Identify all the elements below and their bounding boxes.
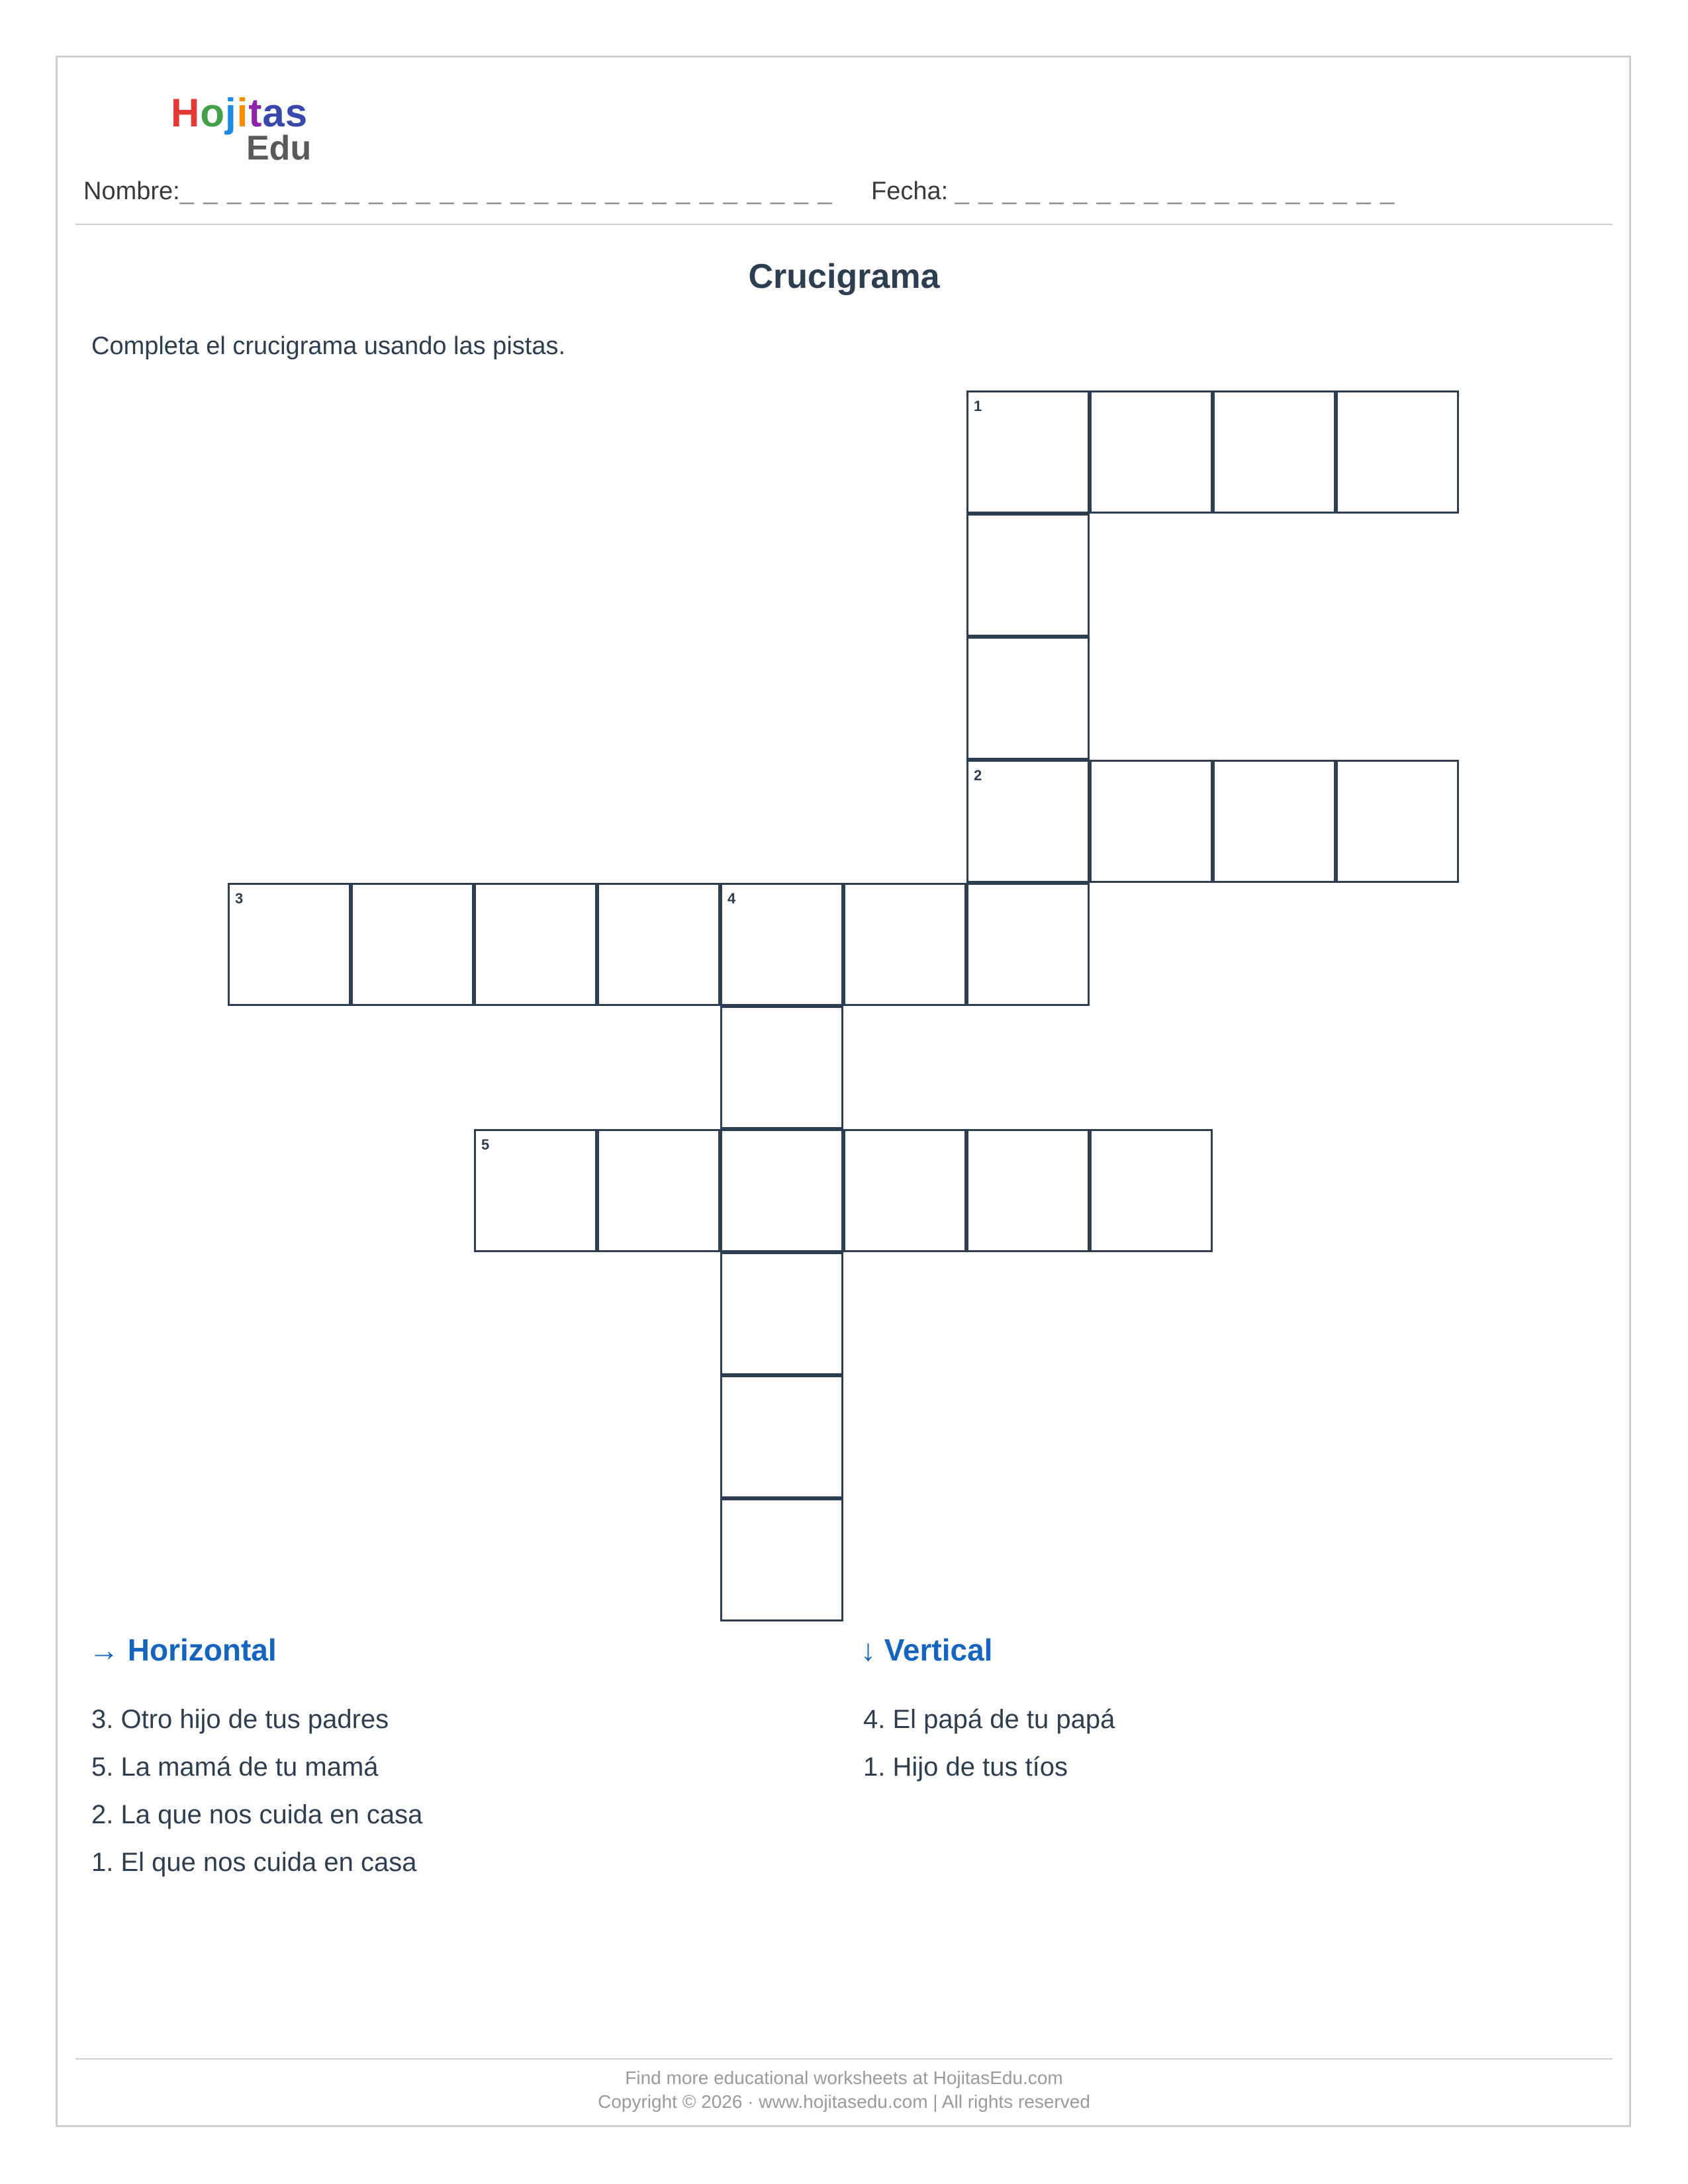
crossword-cell[interactable] (720, 1252, 843, 1375)
down-clue: 4. El papá de tu papá (863, 1705, 1115, 1734)
crossword-cell[interactable] (720, 1006, 843, 1129)
hojitas-edu-logo (171, 90, 323, 169)
logo-letter: i (236, 91, 249, 135)
across-clue: 5. La mamá de tu mamá (91, 1752, 379, 1782)
crossword-cell[interactable] (474, 1129, 597, 1252)
crossword-cell[interactable] (966, 883, 1090, 1006)
logo-letter: a (262, 91, 285, 135)
logo-letter: s (285, 91, 308, 135)
date-label: Fecha: (871, 177, 949, 205)
crossword-cell[interactable] (597, 1129, 720, 1252)
footer-copyright: Copyright © 2026 · www.hojitasedu.com | All rights reserved (598, 2091, 1090, 2112)
crossword-cell[interactable] (966, 1129, 1090, 1252)
clue-number: 3 (235, 890, 244, 907)
date-field[interactable] (871, 177, 1395, 206)
across-clue: 2. La que nos cuida en casa (91, 1800, 423, 1829)
logo-letter: j (225, 91, 237, 135)
crossword-cell[interactable] (1090, 390, 1213, 514)
crossword-cell[interactable] (966, 637, 1090, 760)
crossword-cell[interactable] (1336, 760, 1459, 883)
footer-promo-text: Find more educational worksheets at HojitasEdu.com (625, 2068, 1063, 2088)
across-clue: 1. El que nos cuida en casa (91, 1848, 417, 1877)
crossword-cell[interactable] (1336, 390, 1459, 514)
across-clue: 3. Otro hijo de tus padres (91, 1705, 389, 1734)
crossword-cell[interactable] (597, 883, 720, 1006)
header-divider (75, 224, 1613, 225)
crossword-cell[interactable] (843, 883, 966, 1006)
crossword-cell[interactable] (720, 883, 843, 1006)
crossword-cell[interactable] (966, 514, 1090, 637)
crossword-cell[interactable] (966, 760, 1090, 883)
crossword-cell[interactable] (1213, 390, 1336, 514)
crossword-cell[interactable] (720, 1375, 843, 1498)
crossword-cell[interactable] (474, 883, 597, 1006)
name-field[interactable] (83, 177, 833, 206)
page-title: Crucigrama (748, 257, 940, 296)
crossword-cell[interactable] (720, 1129, 843, 1252)
crossword-cell[interactable] (966, 390, 1090, 514)
across-clue-list (91, 1701, 422, 1891)
crossword-cell[interactable] (228, 883, 351, 1006)
down-clue: 1. Hijo de tus tíos (863, 1752, 1068, 1782)
crossword-cell[interactable] (1090, 1129, 1213, 1252)
logo-letter: H (171, 91, 201, 135)
crossword-cell[interactable] (351, 883, 474, 1006)
crossword-cell[interactable] (1213, 760, 1336, 883)
footer-divider (75, 2058, 1613, 2060)
logo-letter: t (248, 91, 263, 135)
name-label: Nombre: (83, 177, 180, 205)
clue-number: 5 (481, 1136, 490, 1153)
name-blank-line[interactable]: _ _ _ _ _ _ _ _ _ _ _ _ _ _ _ _ _ _ _ _ _ _ _ _ _ _ _ _ (179, 177, 833, 205)
down-heading: ↓ Vertical (861, 1633, 993, 1667)
logo-letter: o (200, 91, 225, 135)
crossword-cell[interactable] (843, 1129, 966, 1252)
clue-number: 2 (974, 767, 982, 784)
instructions-text: Completa el crucigrama usando las pistas. (91, 332, 566, 360)
crossword-cell[interactable] (1090, 760, 1213, 883)
crossword-cell[interactable] (720, 1498, 843, 1621)
clue-number: 1 (974, 398, 982, 414)
date-blank-line[interactable]: _ _ _ _ _ _ _ _ _ _ _ _ _ _ _ _ _ _ _ (955, 177, 1396, 205)
logo-subtitle: Edu (246, 129, 312, 167)
down-clue-list (863, 1701, 1115, 1796)
clue-number: 4 (727, 890, 736, 907)
across-heading: → Horizontal (89, 1633, 277, 1667)
